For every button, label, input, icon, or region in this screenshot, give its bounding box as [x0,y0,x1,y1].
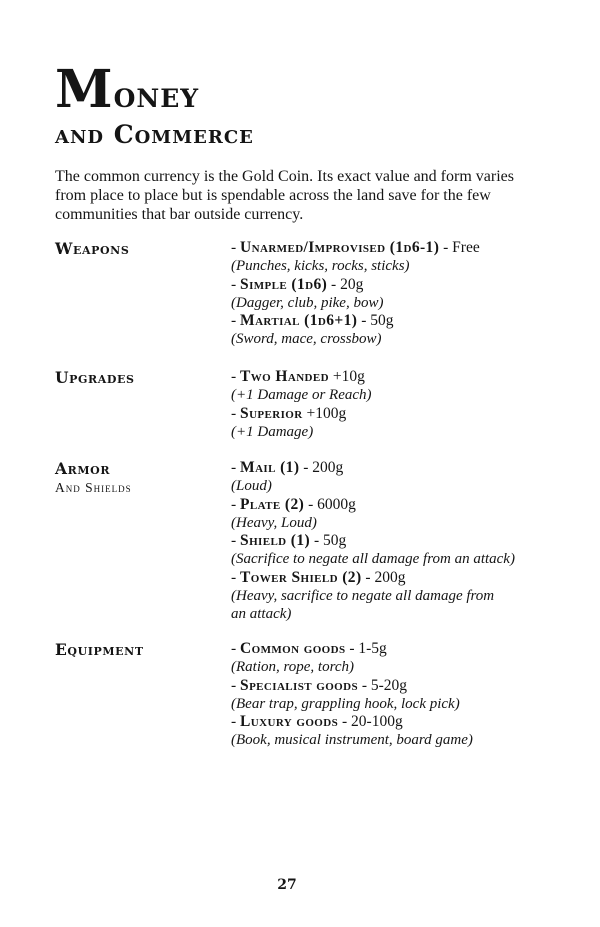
section-heading [55,368,225,388]
section-subtitle: And Shields [55,480,132,495]
item-name: Simple (1d6) [240,275,328,293]
item-dash: - [231,239,241,256]
item-price: - 200g [299,459,344,476]
item-dash: - [231,368,241,385]
item-dash: - [231,312,241,330]
item-price: +100g [302,404,347,422]
item-price: - 5-20g [357,676,408,694]
item-note: (Punches, kicks, rocks, sticks) [231,258,410,275]
item-name: Plate (2) [240,495,305,513]
item-line [231,713,531,731]
item-list [231,239,531,349]
item-name: Common goods [240,640,346,657]
item-price: - Free [439,239,480,256]
item-price: - 20g [327,275,364,293]
item-price: +10g [329,368,365,385]
item-dash: - [231,532,241,550]
item-dash: - [231,713,241,731]
item-note: (Ration, rope, torch) [231,659,355,676]
section-heading [55,239,225,259]
page-subtitle: and Commerce [55,120,254,149]
item-note: (Loud) [231,478,272,495]
item-list [231,640,531,750]
item-name: Specialist goods [240,676,358,694]
item-line [231,368,531,386]
item-line [231,405,531,423]
item-price: - 20-100g [338,713,403,731]
item-dash: - [231,568,241,586]
section-title: Armor [55,459,111,478]
item-line [231,677,531,695]
item-name: Shield (1) [240,532,311,550]
item-name: Martial (1d6+1) [240,312,358,330]
page-number: 27 [277,877,297,893]
item-price: - 6000g [304,495,356,513]
section-heading [55,640,225,660]
item-name: Two Handed [240,368,329,385]
item-line [231,569,531,587]
item-note: (Heavy, Loud) [231,514,317,531]
item-dash: - [231,640,241,657]
item-line [231,640,531,658]
section-title: Upgrades [55,368,135,387]
item-note: (Sword, mace, crossbow) [231,331,382,348]
item-name: Tower Shield (2) [240,568,362,586]
item-line [231,496,531,514]
item-name: Luxury goods [240,713,339,731]
item-dash: - [231,275,241,293]
item-line [231,459,531,477]
item-note: (Book, musical instrument, board game) [231,732,473,749]
item-note: (Dagger, club, pike, bow) [231,294,384,311]
item-note: (+1 Damage or Reach) [231,387,372,404]
item-dash: - [231,495,241,513]
item-price: - 1-5g [345,640,387,657]
item-note: (Heavy, sacrifice to negate all damage from an attack) [231,588,495,623]
item-dash: - [231,676,241,694]
item-price: - 50g [310,532,347,550]
item-line [231,239,531,257]
item-line [231,276,531,294]
item-line [231,312,531,330]
page-title: Money [55,59,200,120]
item-list [231,368,531,441]
item-dash: - [231,404,241,422]
item-name: Unarmed/Improvised (1d6-1) [240,239,440,256]
item-note: (+1 Damage) [231,423,314,440]
item-dash: - [231,459,241,476]
item-price: - 200g [361,568,406,586]
item-list [231,459,531,624]
item-name: Mail (1) [240,459,300,476]
item-name: Superior [240,404,303,422]
item-note: (Sacrifice to negate all damage from an attack) [231,551,515,568]
intro-paragraph: The common currency is the Gold Coin. Its exact value and form varies from place to place but is spendable across the land save for the few communities that bar outside currency. [55,168,514,223]
section-title: Weapons [55,239,130,258]
item-price: - 50g [357,312,394,330]
item-line [231,532,531,550]
section-title: Equipment [55,640,144,659]
section-heading [55,459,225,496]
item-note: (Bear trap, grappling hook, lock pick) [231,695,460,712]
